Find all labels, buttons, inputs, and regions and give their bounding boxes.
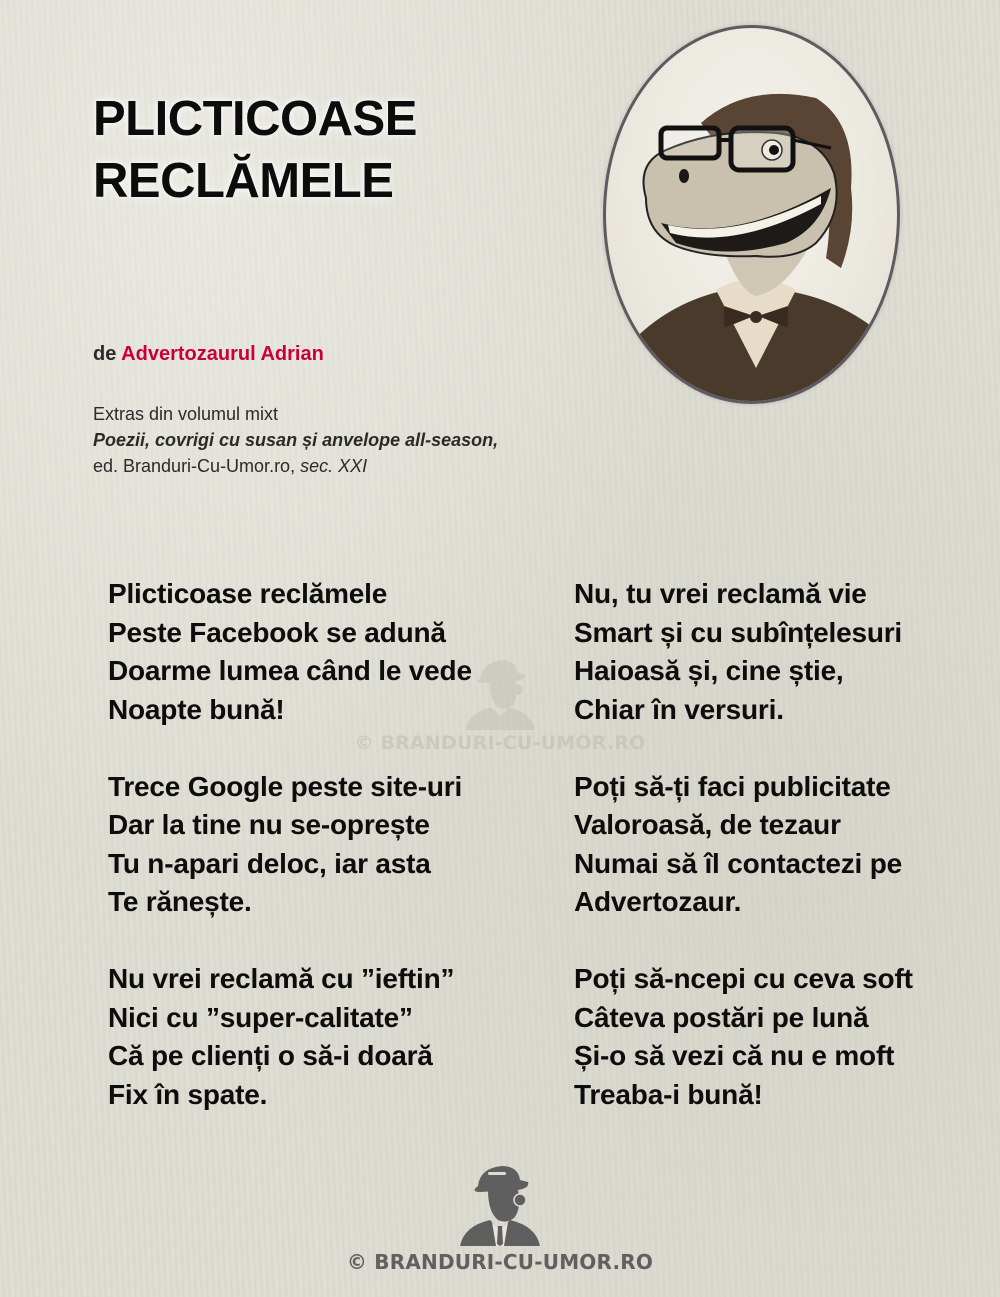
verse: Doarme lumea când le vede bbox=[108, 655, 472, 686]
byline-prefix: de bbox=[93, 343, 117, 365]
stanza-3 bbox=[108, 960, 472, 1114]
verse: Nu vrei reclamă cu ”ieftin” bbox=[108, 963, 455, 994]
title-line-2: RECLĂMELE bbox=[93, 154, 394, 208]
verse: Poți să-ți faci publicitate bbox=[574, 770, 891, 802]
byline bbox=[93, 343, 324, 366]
detective-logo-icon bbox=[440, 1160, 560, 1246]
publisher: ed. Branduri-Cu-Umor.ro, bbox=[93, 456, 296, 476]
verse: Treaba-i bună! bbox=[574, 1078, 763, 1110]
verse: Haioasă și, cine știe, bbox=[574, 655, 844, 686]
watermark-text: © BRANDURI-CU-UMOR.RO bbox=[354, 732, 646, 754]
verse: Numai să îl contactezi pe bbox=[574, 847, 902, 879]
author-portrait bbox=[603, 25, 900, 404]
source-citation bbox=[93, 401, 498, 479]
verse: Nu, tu vrei reclamă vie bbox=[574, 578, 867, 609]
source-intro: Extras din volumul mixt bbox=[93, 404, 279, 424]
verse: Peste Facebook se adună bbox=[108, 616, 446, 648]
stanza-4 bbox=[574, 575, 913, 729]
verse: Smart și cu subînțelesuri bbox=[574, 616, 902, 648]
title-line-1: PLICTICOASE bbox=[93, 92, 417, 146]
poem-title bbox=[93, 88, 417, 212]
verse: Valoroasă, de tezaur bbox=[574, 809, 841, 840]
verse: Nici cu ”super-calitate” bbox=[108, 1001, 413, 1033]
book-title: Poezii, covrigi cu susan și anvelope all-season, bbox=[93, 430, 499, 450]
verse: Noapte bună! bbox=[108, 693, 285, 725]
verse: Tu n-apari deloc, iar asta bbox=[108, 847, 431, 879]
author-name: Advertozaurul Adrian bbox=[121, 343, 324, 365]
detective-logo-icon bbox=[445, 655, 555, 730]
verse: Fix în spate. bbox=[108, 1078, 268, 1110]
verse: Te rănește. bbox=[108, 886, 252, 917]
verse: Trece Google peste site-uri bbox=[108, 770, 463, 802]
verse: Poți să-ncepi cu ceva soft bbox=[574, 963, 913, 994]
verse: Advertozaur. bbox=[574, 886, 742, 917]
verse: Câteva postări pe lună bbox=[574, 1001, 869, 1033]
footer-brand-logo bbox=[330, 1160, 670, 1274]
verse: Că pe clienți o să-i doară bbox=[108, 1040, 433, 1071]
century: sec. XXI bbox=[300, 456, 368, 476]
publisher-line bbox=[93, 453, 498, 479]
verse: Și-o să vezi că nu e moft bbox=[574, 1040, 895, 1071]
verse: Plicticoase reclămele bbox=[108, 578, 388, 609]
dinosaur-portrait-icon bbox=[606, 28, 897, 401]
stanza-2 bbox=[108, 768, 472, 922]
verse: Dar la tine nu se-oprește bbox=[108, 809, 430, 840]
stanza-5 bbox=[574, 768, 913, 922]
poem-right-column bbox=[574, 575, 913, 1153]
footer-copyright: © BRANDURI-CU-UMOR.RO bbox=[346, 1250, 654, 1274]
stanza-6 bbox=[574, 960, 913, 1114]
verse: Chiar în versuri. bbox=[574, 693, 784, 725]
